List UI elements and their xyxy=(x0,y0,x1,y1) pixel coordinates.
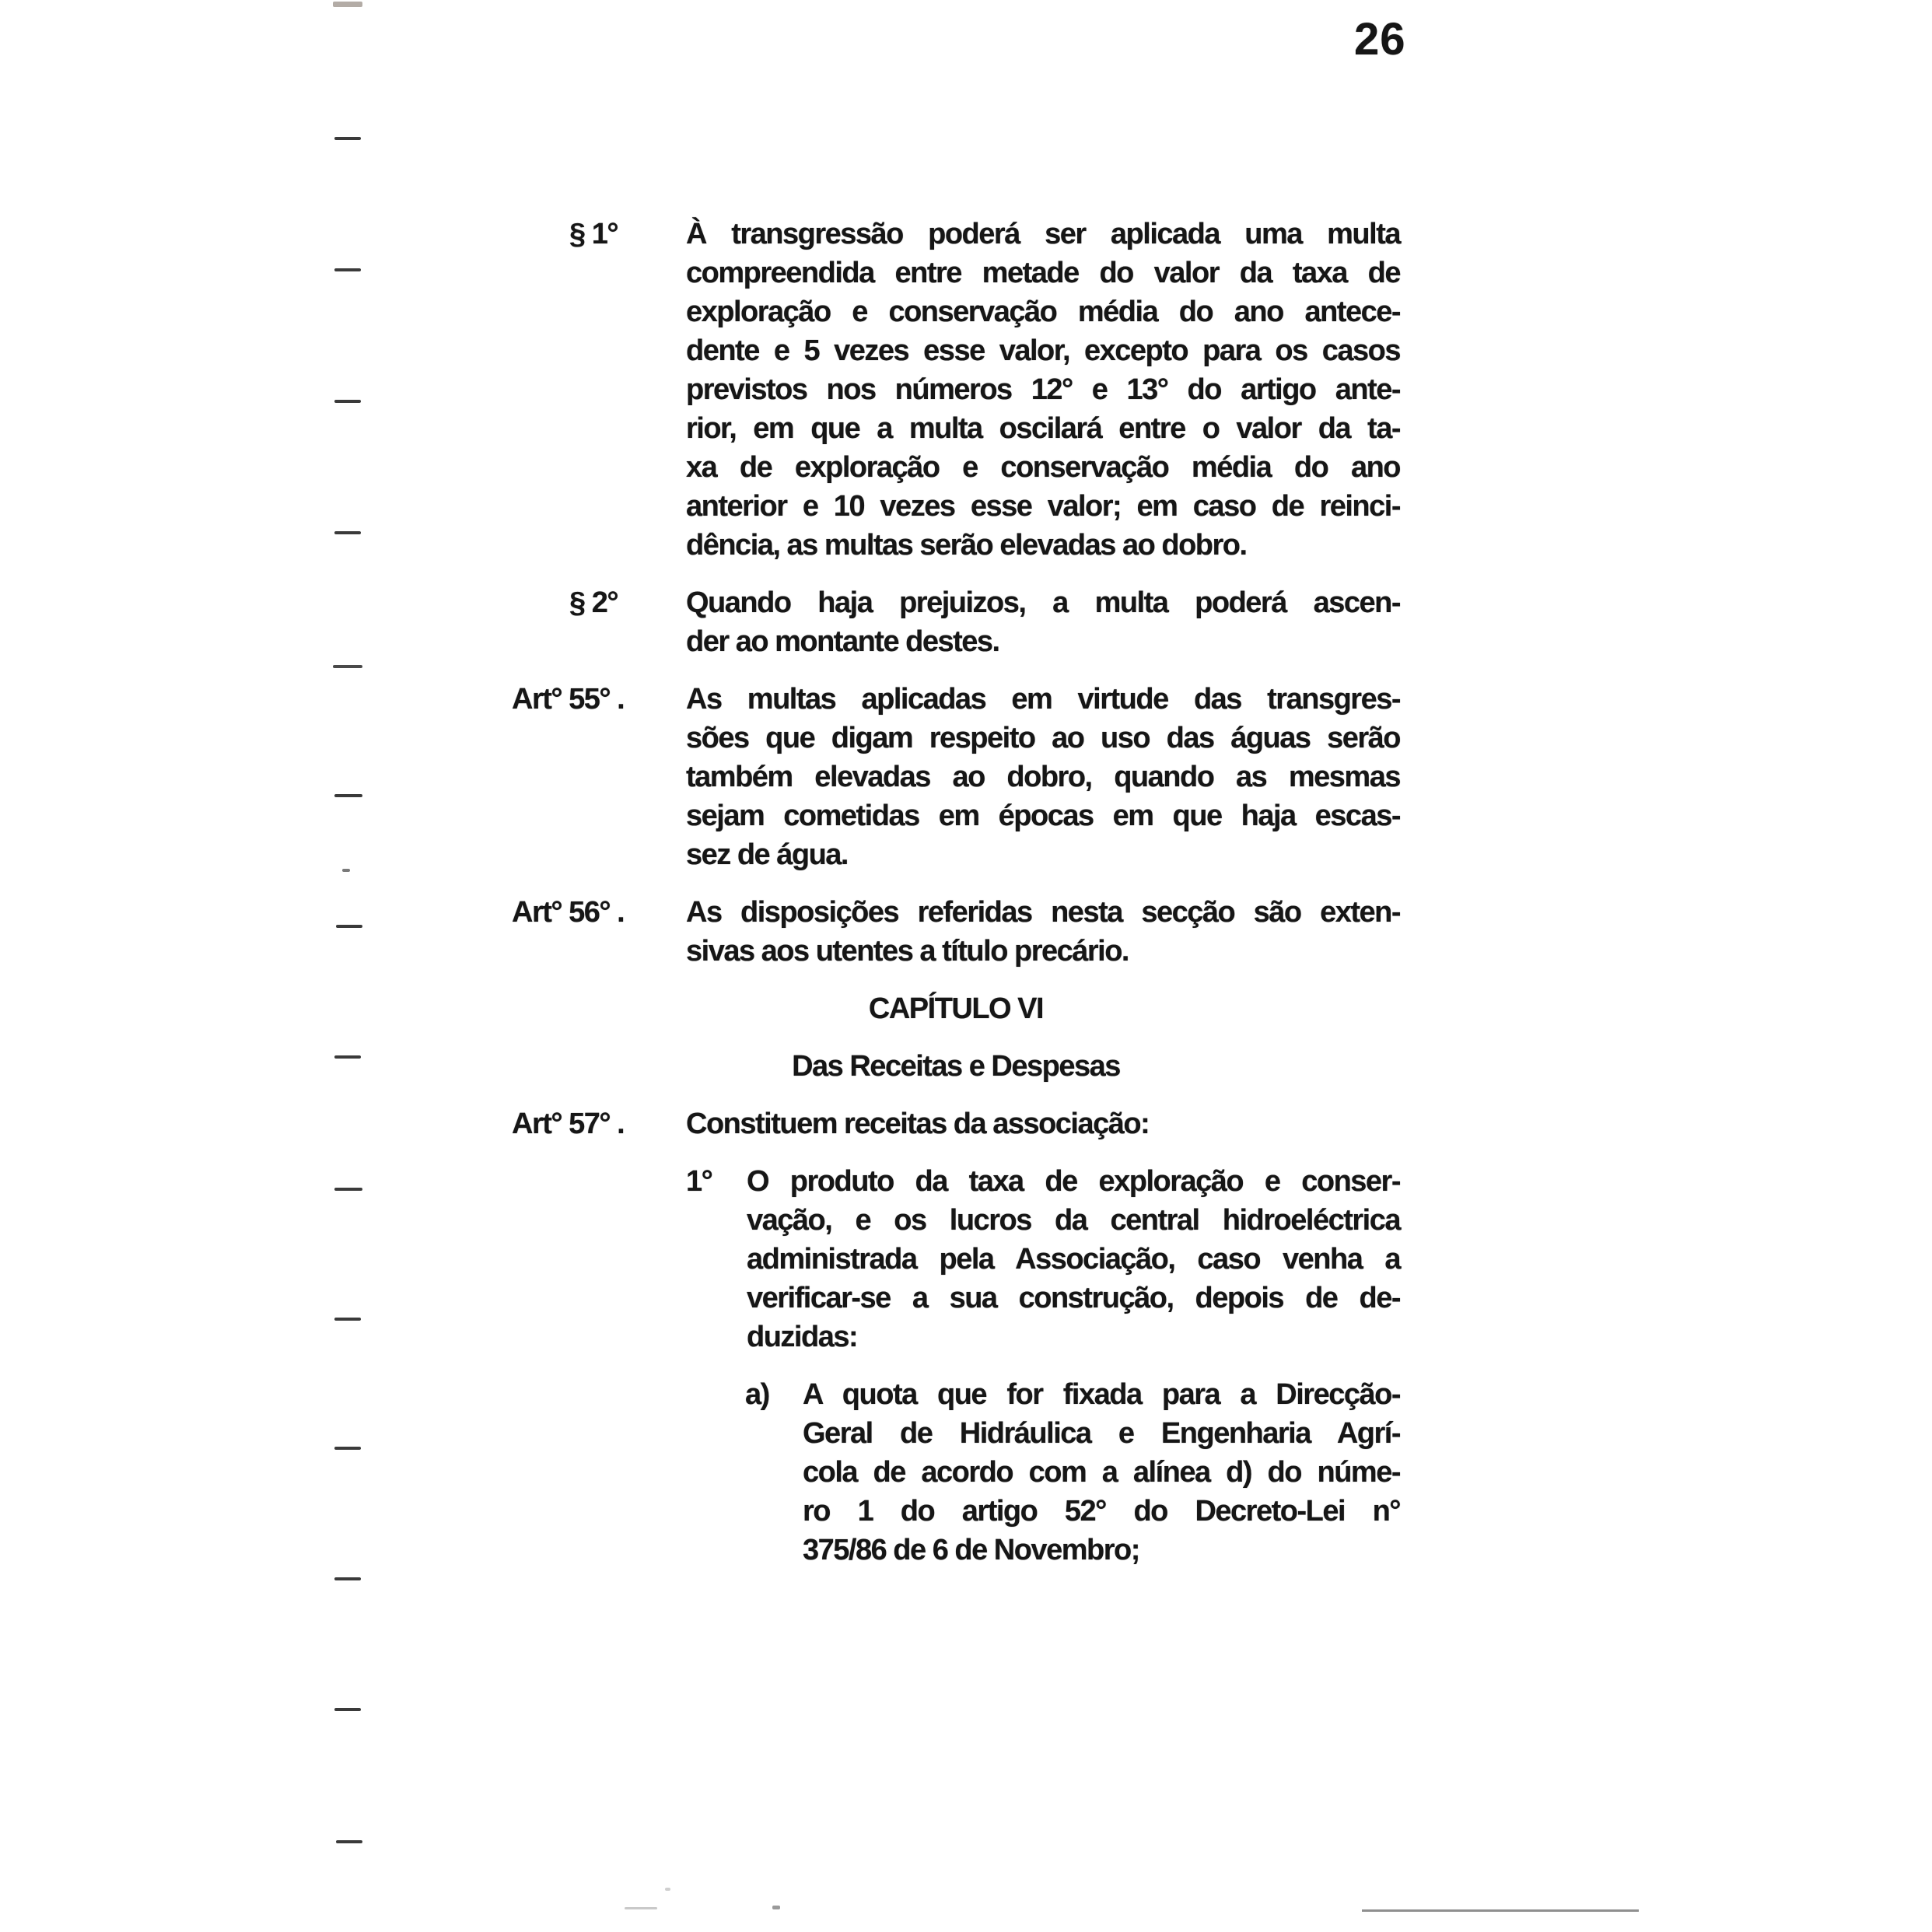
text-line: O produto da taxa de exploração e conser- xyxy=(747,1165,1400,1198)
text-line: As disposições referidas nesta secção são exten- xyxy=(686,896,1400,929)
bottom-scan-line xyxy=(1362,1909,1639,1912)
article-label: § 1° xyxy=(569,218,618,250)
text-line: previstos nos números 12° e 13° do artigo ante- xyxy=(686,373,1400,406)
margin-dash-mark xyxy=(334,1318,361,1321)
article-label: Art° 56° . xyxy=(512,896,625,929)
text-line: dência, as multas serão elevadas ao dobro. xyxy=(686,529,1247,562)
margin-dash-mark xyxy=(334,400,361,403)
scan-speck xyxy=(772,1906,780,1909)
text-line: vação, e os lucros da central hidroeléctrica xyxy=(747,1204,1400,1237)
scan-speck xyxy=(625,1907,657,1909)
item-marker: 1° xyxy=(686,1165,712,1198)
article-label: Art° 55° . xyxy=(512,683,625,716)
text-line: der ao montante destes. xyxy=(686,625,999,658)
margin-dash-mark xyxy=(336,1840,362,1843)
text-line: rior, em que a multa oscilará entre o valor da ta- xyxy=(686,412,1400,445)
scan-speck xyxy=(665,1888,670,1891)
text-line: também elevadas ao dobro, quando as mesmas xyxy=(686,761,1400,793)
paragraph-lines xyxy=(686,893,1400,971)
article-label: § 2° xyxy=(569,586,618,619)
text-line: sivas aos utentes a título precário. xyxy=(686,935,1129,968)
text-line: verificar-se a sua construção, depois de de- xyxy=(747,1282,1400,1314)
article-block xyxy=(512,893,1400,971)
margin-dash-mark xyxy=(334,137,361,140)
text-line: dente e 5 vezes esse valor, excepto para os casos xyxy=(686,334,1400,367)
chapter-heading: Das Receitas e Despesas xyxy=(792,1050,1120,1083)
numbered-item xyxy=(686,1162,1400,1356)
paragraph-lines xyxy=(747,1162,1400,1356)
lettered-item xyxy=(745,1375,1400,1570)
paragraph-lines xyxy=(803,1375,1400,1570)
article-block xyxy=(512,680,1400,874)
text-line: A quota que for fixada para a Direcção- xyxy=(803,1378,1400,1411)
text-line: 375/86 de 6 de Novembro; xyxy=(803,1534,1139,1566)
margin-dash-mark xyxy=(334,531,361,534)
paragraph-lines xyxy=(686,215,1400,565)
text-line: Quando haja prejuizos, a multa poderá ascen- xyxy=(686,586,1400,619)
margin-dash-mark xyxy=(333,2,362,7)
margin-dash-mark xyxy=(334,1188,362,1191)
article-block xyxy=(512,215,1400,565)
margin-dash-mark xyxy=(336,925,362,928)
text-line: exploração e conservação média do ano antece- xyxy=(686,296,1400,328)
text-line: cola de acordo com a alínea d) do núme- xyxy=(803,1456,1400,1489)
text-line: compreendida entre metade do valor da taxa de xyxy=(686,257,1400,289)
chapter-heading: CAPÍTULO VI xyxy=(868,992,1044,1025)
text-line: xa de exploração e conservação média do ano xyxy=(686,451,1400,484)
margin-dash-mark xyxy=(342,869,350,872)
paragraph-lines xyxy=(686,680,1400,874)
text-line: administrada pela Associação, caso venha a xyxy=(747,1243,1400,1276)
text-line: ro 1 do artigo 52° do Decreto-Lei n° xyxy=(803,1495,1400,1528)
paragraph-lines xyxy=(686,583,1400,661)
document-body xyxy=(512,215,1400,1570)
paragraph-lines xyxy=(686,1104,1400,1143)
text-line: As multas aplicadas em virtude das transgres- xyxy=(686,683,1400,716)
text-line: duzidas: xyxy=(747,1321,858,1353)
margin-dash-mark xyxy=(333,665,362,668)
margin-dash-mark xyxy=(334,1577,361,1580)
text-line: sez de água. xyxy=(686,838,848,871)
item-marker: a) xyxy=(745,1378,769,1411)
article-block xyxy=(512,1104,1400,1143)
page-number: 26 xyxy=(1354,14,1406,65)
text-line: sejam cometidas em épocas em que haja escas- xyxy=(686,800,1400,832)
text-line: anterior e 10 vezes esse valor; em caso de reinci- xyxy=(686,490,1400,523)
article-label: Art° 57° . xyxy=(512,1108,625,1140)
margin-dash-mark xyxy=(334,1055,361,1059)
margin-dash-mark xyxy=(334,268,361,271)
margin-dash-mark xyxy=(334,794,362,797)
article-block xyxy=(512,583,1400,661)
text-line: Geral de Hidráulica e Engenharia Agrí- xyxy=(803,1417,1400,1450)
text-line: À transgressão poderá ser aplicada uma multa xyxy=(686,218,1400,250)
text-line: Constituem receitas da associação: xyxy=(686,1108,1150,1140)
margin-dash-mark xyxy=(334,1708,361,1711)
text-line: sões que digam respeito ao uso das águas serão xyxy=(686,722,1400,754)
margin-dash-mark xyxy=(334,1447,361,1450)
